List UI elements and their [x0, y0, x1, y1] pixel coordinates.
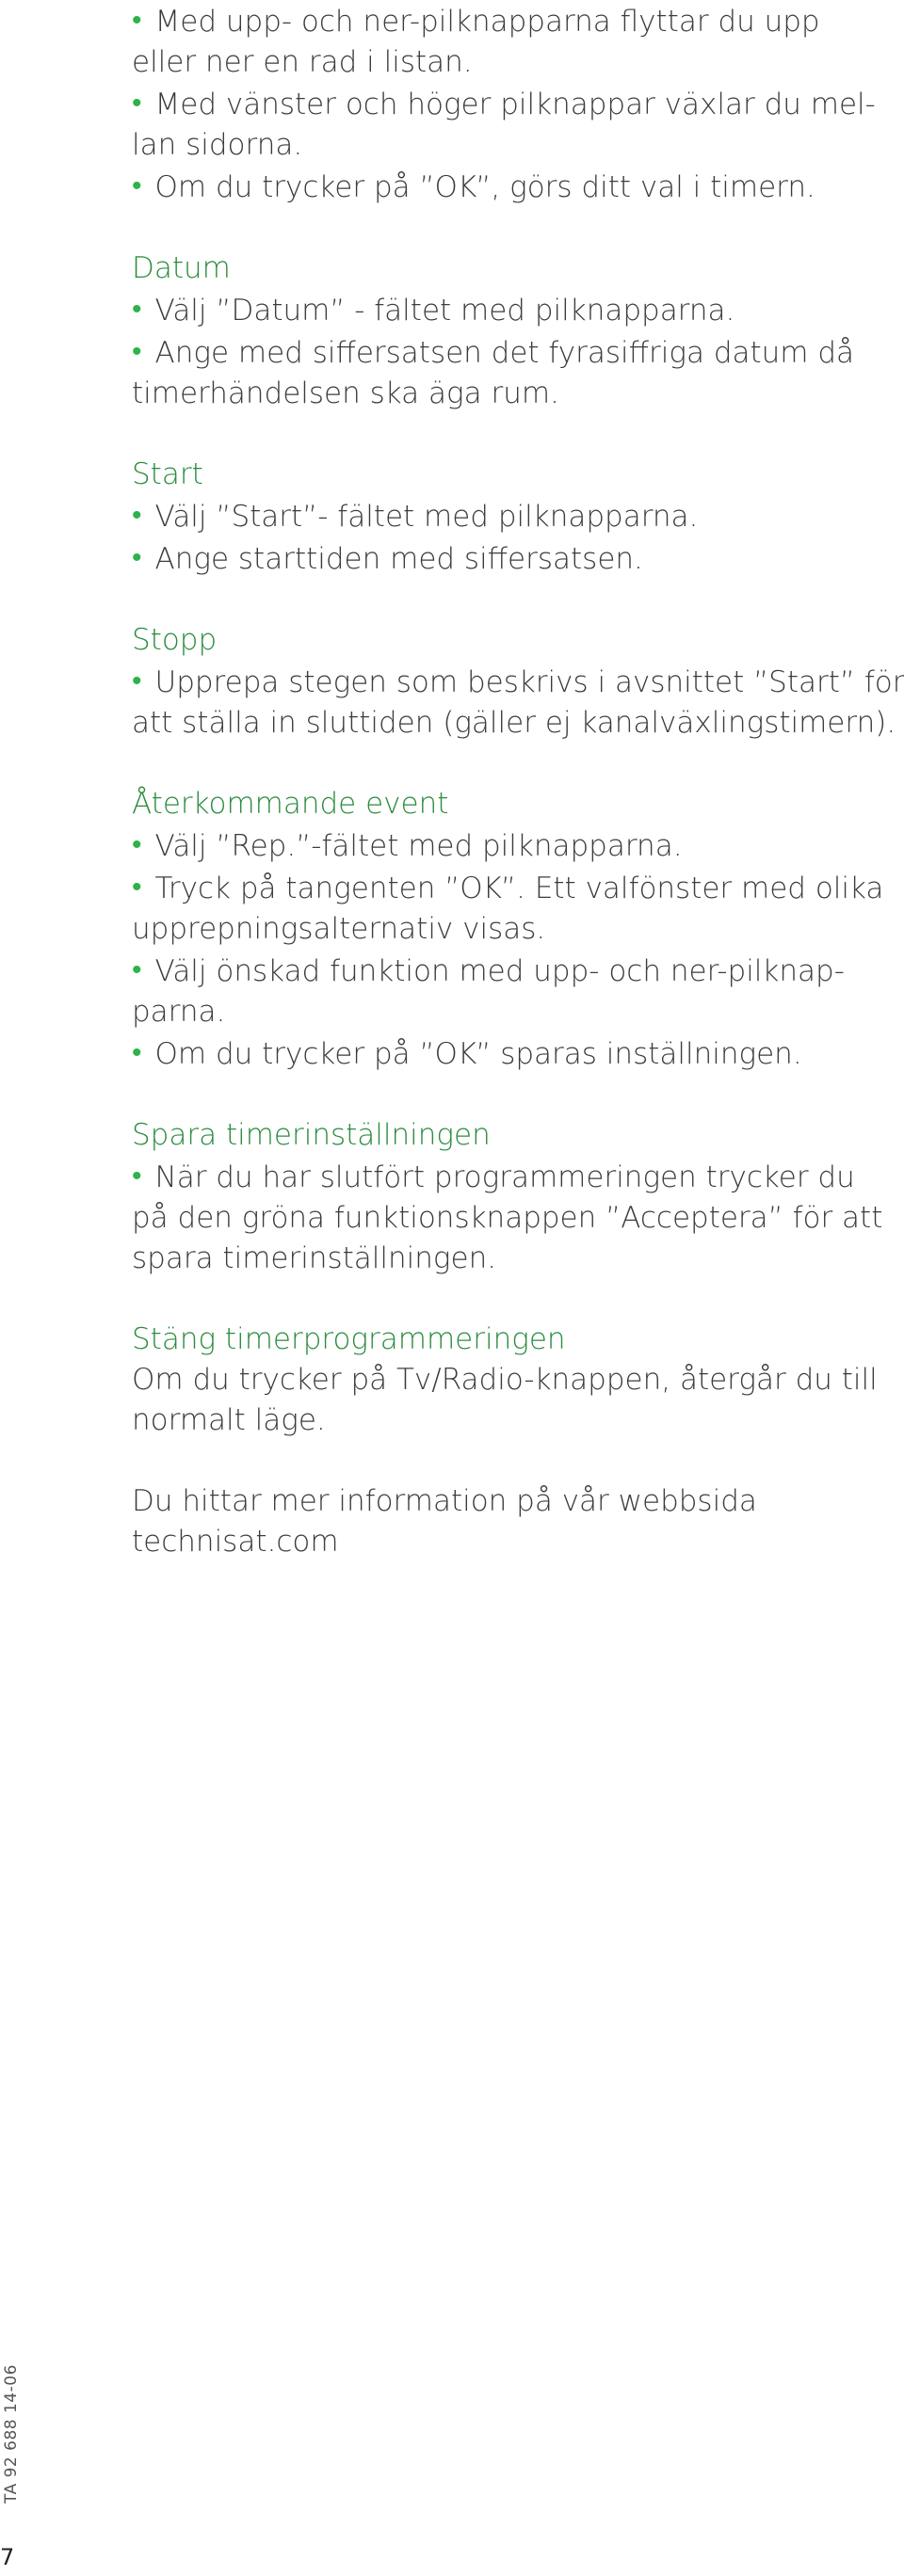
bullet-icon: • — [132, 335, 142, 368]
intro-bullet-2-cont: lan sidorna. — [132, 128, 303, 162]
save-bullet-1-cont-1: på den gröna funktionsknappen ”Acceptera” för att — [132, 1201, 883, 1235]
document-code — [2, 2364, 21, 2513]
spacer — [132, 1075, 895, 1115]
bullet-icon: • — [132, 293, 142, 326]
bullet-icon: • — [132, 169, 142, 202]
spacer — [132, 208, 895, 248]
spacer — [132, 1441, 895, 1481]
spacer — [132, 414, 895, 455]
page-number: 7 — [0, 2544, 15, 2570]
spacer — [132, 1279, 895, 1320]
close-text-2: normalt läge. — [132, 1403, 326, 1437]
bullet-icon: • — [132, 953, 142, 986]
heading-close-timer: Stäng timerprogrammeringen — [132, 1322, 566, 1356]
stopp-bullet-1-cont: att ställa in sluttiden (gäller ej kanalväxlingstimern). — [132, 706, 896, 740]
intro-bullet-3: • Om du trycker på ”OK”, görs ditt val i timern. — [132, 166, 895, 208]
bullet-icon: • — [132, 1036, 142, 1069]
recurring-bullet-3-cont: parna. — [132, 995, 226, 1029]
more-info-text: Du hittar mer information på vår webbsida — [132, 1484, 757, 1518]
datum-bullet-1: • Välj ”Datum” - fältet med pilknapparna. — [132, 289, 895, 331]
intro-bullet-1-cont: eller ner en rad i listan. — [132, 45, 473, 79]
save-bullet-1-cont-2: spara timerinställningen. — [132, 1241, 497, 1275]
website-link[interactable]: technisat.com — [132, 1525, 339, 1559]
heading-stopp: Stopp — [132, 623, 218, 657]
close-text-1: Om du trycker på Tv/Radio-knappen, återgår du till — [132, 1363, 878, 1397]
start-bullet-2: • Ange starttiden med siffersatsen. — [132, 537, 895, 580]
recurring-bullet-2: • Tryck på tangenten ”OK”. Ett valfönster med olika — [132, 867, 895, 909]
bullet-icon: • — [132, 871, 142, 904]
spacer — [132, 580, 895, 620]
start-bullet-1: • Välj ”Start”- fältet med pilknapparna. — [132, 495, 895, 537]
recurring-bullet-2-cont: upprepningsalternativ visas. — [132, 912, 546, 946]
bullet-icon: • — [132, 541, 142, 574]
save-bullet-1: • När du har slutfört programmeringen trycker du — [132, 1156, 895, 1198]
stopp-bullet-1: • Upprepa stegen som beskrivs i avsnittet ”Start” för — [132, 661, 895, 703]
heading-save-timer: Spara timerinställningen — [132, 1118, 491, 1152]
intro-bullet-1: • Med upp- och ner-pilknapparna flyttar du upp — [132, 0, 895, 42]
manual-page-content — [132, 0, 904, 1562]
recurring-bullet-1: • Välj ”Rep.”-fältet med pilknapparna. — [132, 824, 895, 867]
bullet-icon: • — [132, 664, 142, 697]
datum-bullet-2: • Ange med siffersatsen det fyrasiffriga datum då — [132, 331, 895, 374]
datum-bullet-2-cont: timerhändelsen ska äga rum. — [132, 376, 559, 410]
recurring-bullet-4: • Om du trycker på ”OK” sparas inställningen. — [132, 1032, 895, 1075]
bullet-icon: • — [132, 828, 142, 861]
spacer — [132, 744, 895, 784]
intro-bullet-2: • Med vänster och höger pilknappar växlar du mel- — [132, 83, 895, 125]
bullet-icon: • — [132, 4, 142, 37]
bullet-icon: • — [132, 87, 142, 120]
bullet-icon: • — [132, 499, 142, 532]
document-code-text: TA 92 688 14-06 — [2, 2364, 21, 2504]
recurring-bullet-3: • Välj önskad funktion med upp- och ner-pilknap- — [132, 950, 895, 992]
heading-recurring-event: Återkommande event — [132, 787, 449, 821]
heading-start: Start — [132, 457, 203, 491]
bullet-icon: • — [132, 1160, 142, 1192]
heading-datum: Datum — [132, 251, 231, 285]
